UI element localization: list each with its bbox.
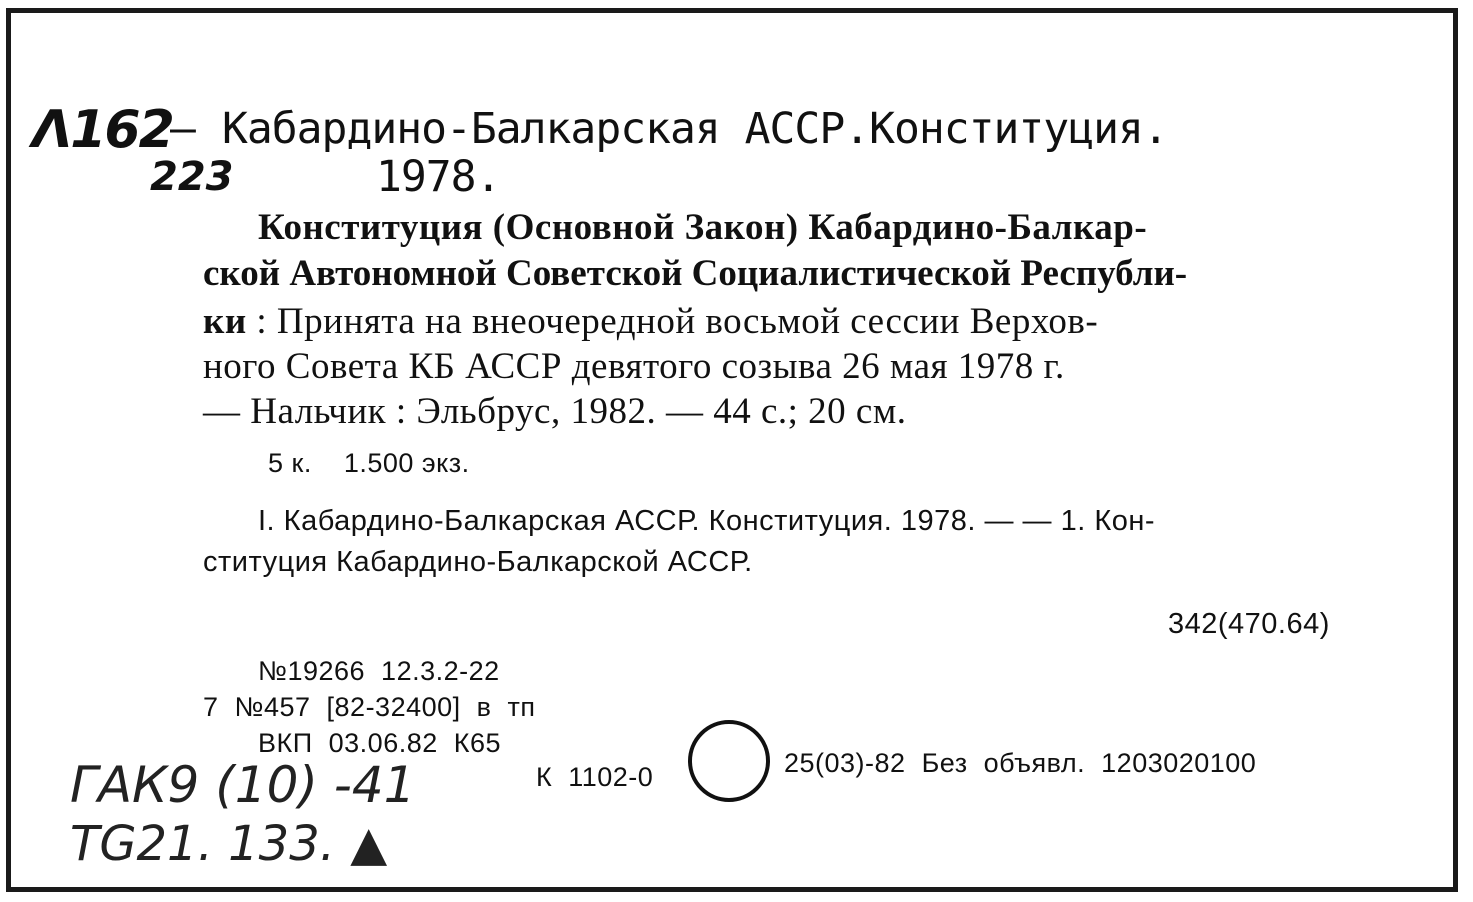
handwritten-shelf-sub: 223 [150, 154, 234, 200]
footer-line-4-left: К 1102-0 [536, 762, 654, 792]
description-line-3-rest: : Принята на внеочередной восьмой сессии Верхов- [246, 301, 1099, 342]
heading-title: Кабардино-Балкарская АССР.Конституция. [222, 104, 1168, 154]
footer-line-3: ВКП 03.06.82 К65 [258, 728, 502, 758]
footer-line-1: №19266 12.3.2-22 [258, 656, 500, 686]
description-line-3-bold: ки [203, 301, 247, 342]
tracings-line-1: I. Кабардино-Балкарская АССР. Конституция. 1978. — — 1. Кон- [258, 505, 1156, 537]
description-line-5: — Нальчик : Эльбрус, 1982. — 44 с.; 20 см. [203, 391, 907, 432]
footer-line-4-right: 25(03)-82 Без объявл. 1203020100 [784, 748, 1257, 778]
classification-index: 342(470.64) [1168, 608, 1330, 640]
heading-dash: — [170, 104, 195, 154]
stamp-circle [688, 720, 770, 802]
handwritten-shelf-mark: Λ162 [32, 100, 173, 160]
price-and-print-run: 5 к. 1.500 экз. [268, 448, 470, 478]
description-line-4: ного Совета КБ АССР девятого созыва 26 мая 1978 г. [203, 346, 1065, 387]
heading-year: 1978. [376, 152, 501, 202]
tracings-line-2: ституция Кабардино-Балкарской АССР. [203, 546, 753, 578]
description-line-2: ской Автономной Советской Социалистической Республи- [203, 253, 1188, 294]
handwritten-inventory-1: ГАК9 (10) -41 [70, 756, 416, 814]
handwritten-inventory-2: ТG21. 133. ▲ [70, 816, 388, 872]
description-line-1: Конституция (Основной Закон) Кабардино-Балкар- [258, 207, 1148, 248]
description-line-3 [203, 300, 1098, 343]
footer-line-2: 7 №457 [82-32400] в тп [203, 692, 536, 722]
